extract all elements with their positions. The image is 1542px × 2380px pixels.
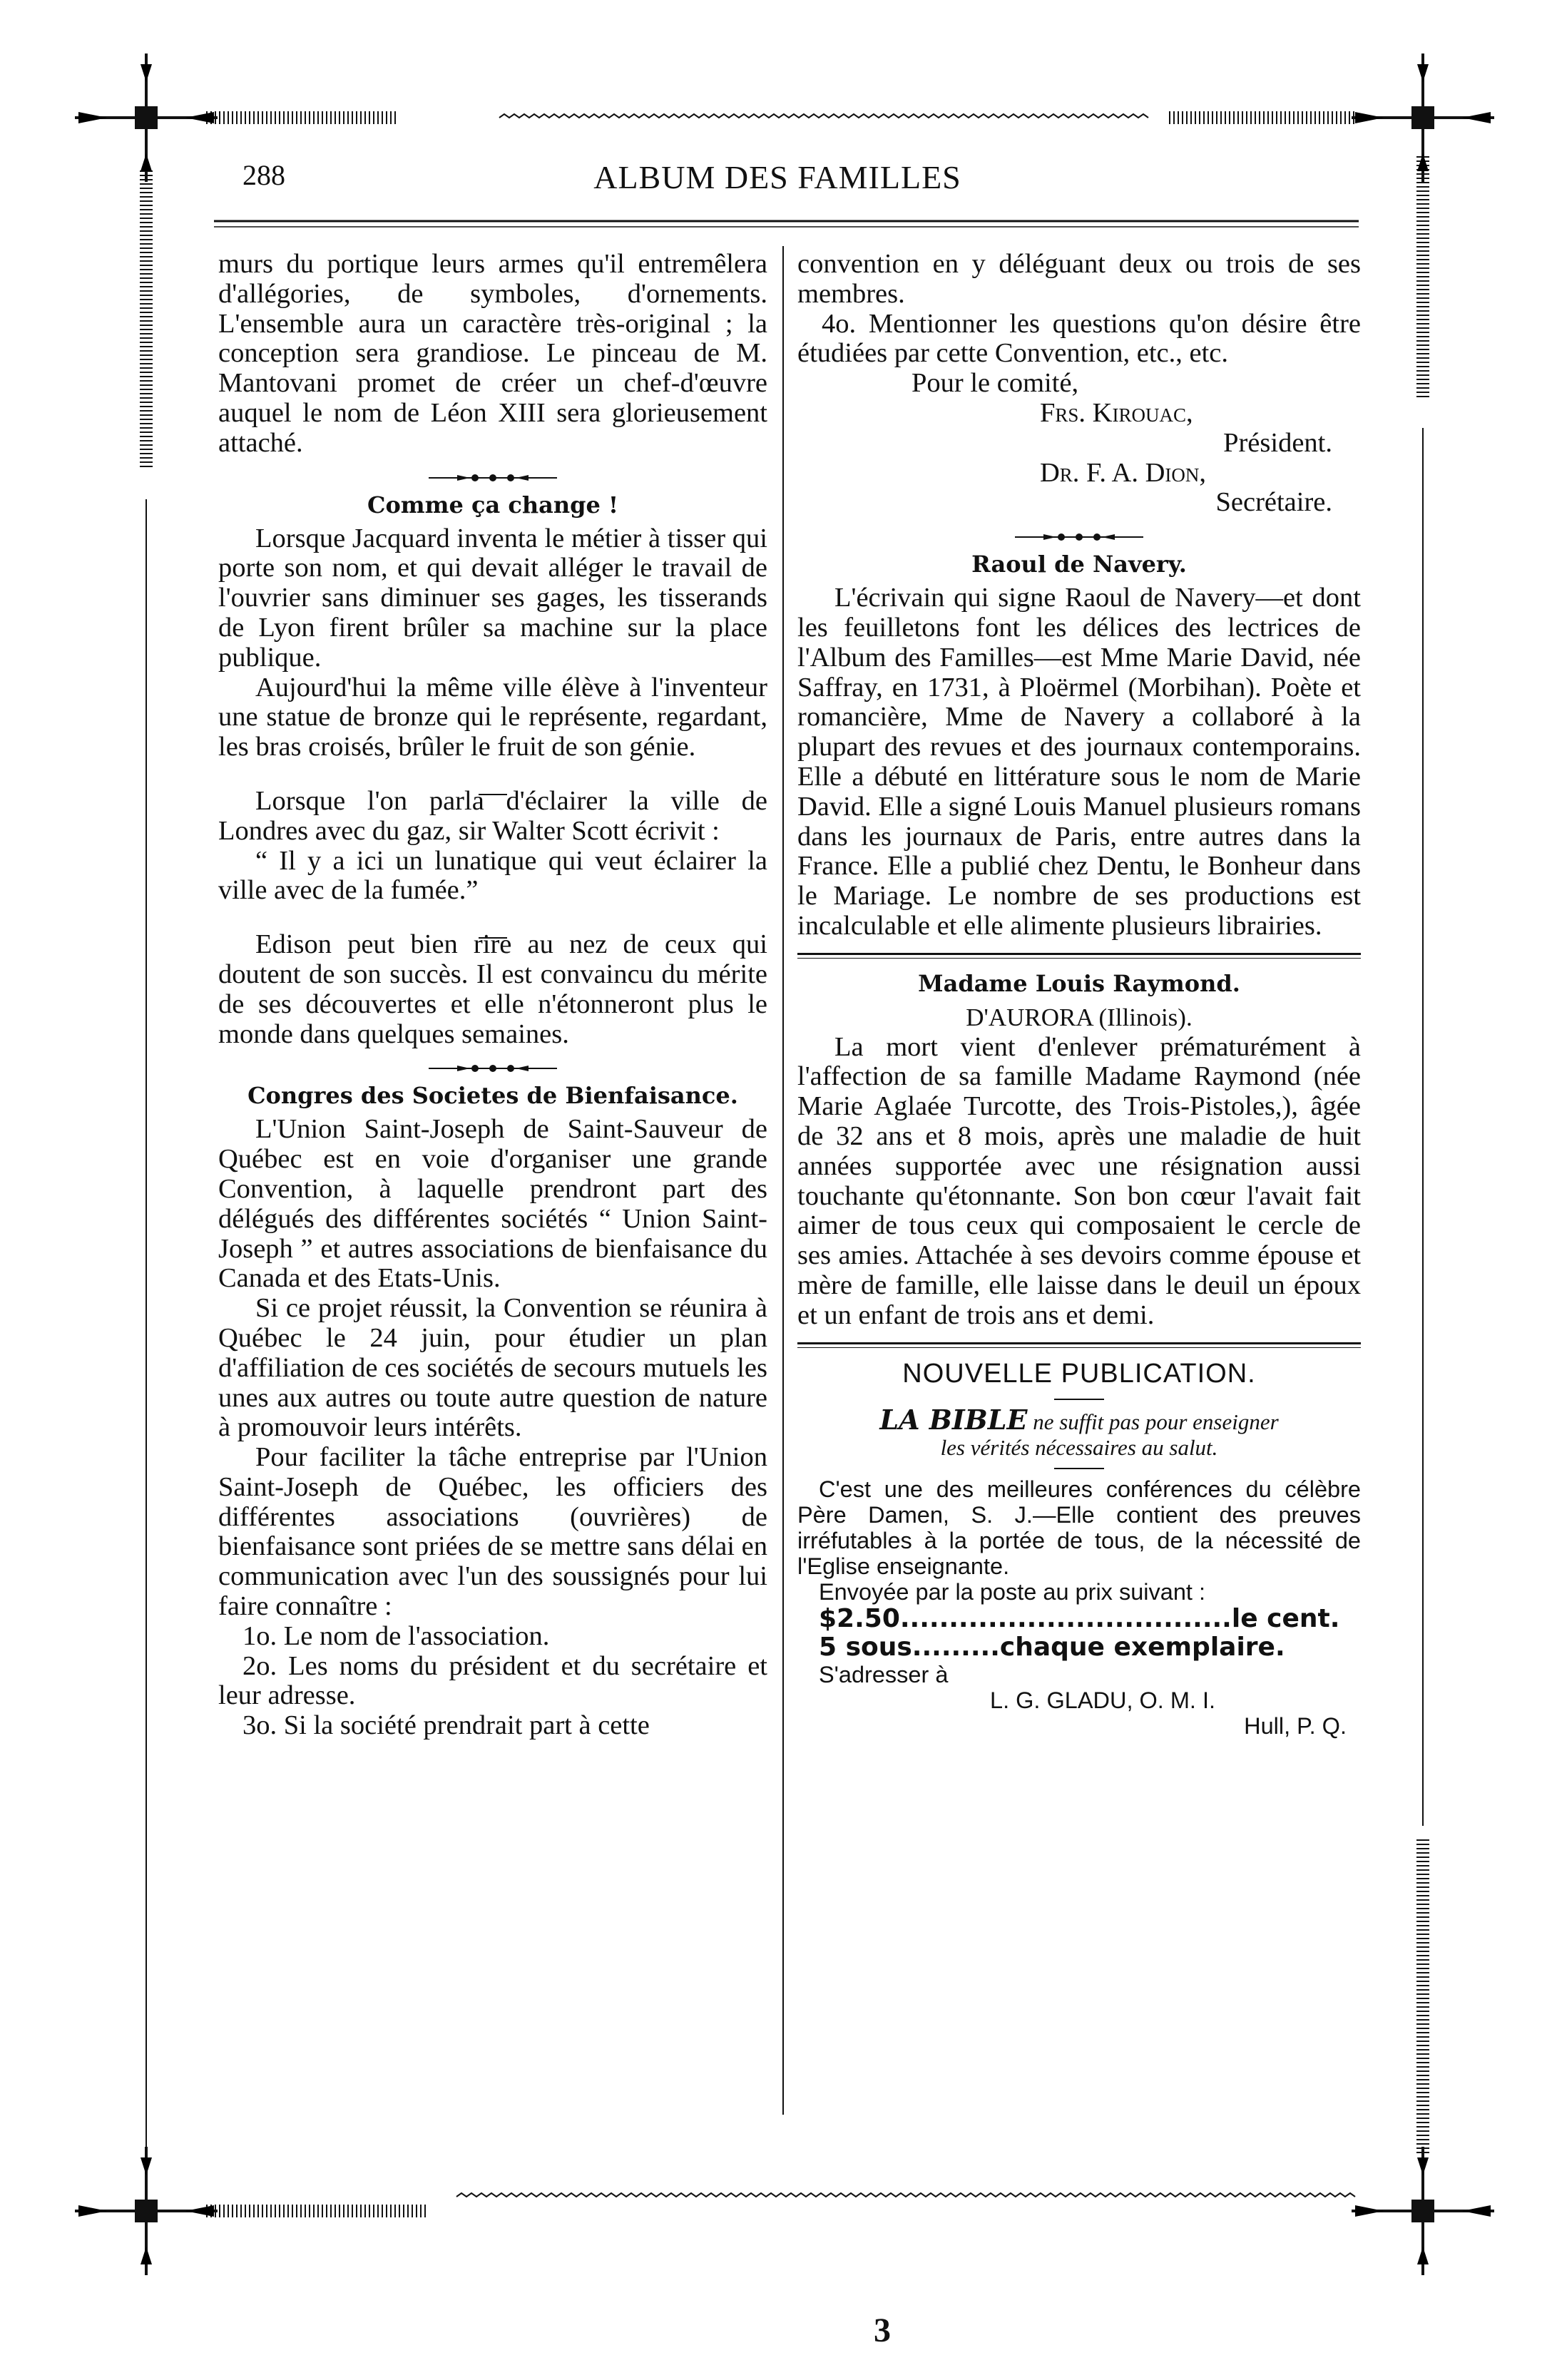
londres-paragraph: Lorsque l'on parla d'éclairer la ville de Londres avec du gaz, sir Walter Scott écrivit : bbox=[218, 785, 767, 846]
signature-name: Dr. F. A. Dion, bbox=[1040, 457, 1206, 488]
fleuron-dot bbox=[507, 474, 514, 481]
fleuron-point bbox=[457, 475, 470, 481]
price-line: $2.50..................................le cent. bbox=[819, 1604, 1340, 1634]
corner-ornament bbox=[1417, 153, 1429, 171]
fleuron-dot bbox=[1058, 533, 1065, 541]
corner-ornament bbox=[185, 2205, 214, 2217]
left-column bbox=[218, 250, 767, 1741]
fleuron-dot bbox=[507, 1065, 514, 1072]
raymond-subheading: D'AURORA (Illinois). bbox=[966, 1003, 1193, 1031]
congres-paragraph: Pour faciliter la tâche entreprise par l'Union Saint-Joseph de Québec, les officiers des différentes associations (ouvrières) de bienfaisance sont priées de se mettre sans délai en communication avec l'un des soussignés pour lui faire connaître : bbox=[218, 1442, 767, 1622]
corner-ornament bbox=[1462, 112, 1491, 123]
fleuron-point bbox=[516, 1066, 529, 1071]
ad-place: Hull, P. Q. bbox=[1244, 1713, 1347, 1740]
raoul-heading: Raoul de Navery. bbox=[971, 551, 1187, 578]
fleuron-point bbox=[457, 1066, 470, 1071]
fleuron-dot bbox=[471, 474, 479, 481]
corner-ornament bbox=[1355, 112, 1384, 123]
corner-ornament bbox=[141, 153, 152, 171]
price-line: 5 sous.........chaque exemplaire. bbox=[819, 1633, 1285, 1663]
corner-ornament bbox=[141, 64, 152, 82]
raymond-paragraph: La mort vient d'enlever prématurément à l'affection de sa famille Madame Raymond (née Marie Aglaée Turcotte, des Trois-Pistoles,), âgée de 32 ans et 8 mois, après une maladie de huit années supportée avec une résignation aussi touchante qu'étonnante. Son bon cœur l'avait fait aimer de tous ceux qui composaient le cercle de ses amies. Attachée à ses devoirs comme épouse et mère de famille, elle laisse dans le deuil un époux et un enfant de trois ans et demi. bbox=[797, 1031, 1361, 1330]
right-column bbox=[797, 250, 1361, 1739]
list-item: 3o. Si la société prendrait part à cette bbox=[242, 1710, 650, 1741]
comme-heading: Comme ça change ! bbox=[367, 491, 619, 519]
advertisement-contact bbox=[797, 1662, 1361, 1739]
bible-line: ne suffit pas pour enseigner bbox=[1033, 1409, 1279, 1435]
nouvelle-publication-title: NOUVELLE PUBLICATION. bbox=[902, 1358, 1256, 1389]
column-separator bbox=[782, 246, 784, 2115]
intro-paragraph: murs du portique leurs armes qu'il entremêlera d'allégories, de symboles, d'ornements. L'ensemble aura un caractère très-original ; la conception sera grandiose. Le pinceau de M. Mantovani promet de créer un chef-d'œuvre auquel le nom de Léon XIII sera glorieusement attaché. bbox=[218, 249, 767, 458]
ad-adresser: S'adresser à bbox=[819, 1662, 949, 1688]
corner-ornament bbox=[1417, 64, 1429, 82]
advertisement bbox=[797, 1476, 1361, 1605]
corner-ornament bbox=[1417, 2157, 1429, 2175]
signature-block bbox=[797, 369, 1361, 518]
section-dash bbox=[218, 916, 767, 926]
signature-name: Frs. Kirouac, bbox=[1040, 397, 1193, 428]
raymond-heading: Madame Louis Raymond. bbox=[918, 969, 1240, 997]
raoul-paragraph: L'écrivain qui signe Raoul de Navery—et dont les feuilletons font les délices des lectrices de l'Album des Familles—est Mme Marie David, née Saffray, en 1731, à Ploërmel (Morbihan). Poète et romancière, Mme de Navery a collaboré à la plupart des revues et des journaux contemporains. Elle a débuté en littérature sous le nom de Marie David. Elle a signé Louis Manuel plusieurs romans dans les journaux de Paris, entre autres dans la France. Elle a publié chez Dentu, le Bonheur dans le Mariage. Le nombre de ses productions est incalculable et elle alimente plusieurs librairies. bbox=[797, 583, 1361, 941]
double-rule bbox=[797, 1342, 1361, 1348]
congres-paragraph: L'Union Saint-Joseph de Saint-Sauveur de Québec est en voie d'organiser une grande Convention, à laquelle prendront part des délégués des différentes sociétés “ Union Saint-Joseph ” et autres associations de bienfaisance du Canada et des Etats-Unis. bbox=[218, 1114, 767, 1294]
ad-envoyee: Envoyée par la poste au prix suivant : bbox=[819, 1579, 1205, 1605]
fleuron-ornament bbox=[414, 1063, 571, 1073]
fleuron-ornament bbox=[1001, 532, 1158, 542]
continuation-paragraph: convention en y déléguant deux ou trois de ses membres. bbox=[797, 249, 1361, 309]
short-rule bbox=[1054, 1468, 1104, 1469]
fleuron-point bbox=[516, 475, 529, 481]
comme-paragraph: Aujourd'hui la même ville élève à l'inventeur une statue de bronze qui le représente, regardant, les bras croisés, brûler le fruit de son génie. bbox=[218, 672, 767, 762]
fleuron-point bbox=[1102, 534, 1115, 540]
bible-title: LA BIBLE bbox=[879, 1404, 1028, 1436]
corner-ornament bbox=[141, 2157, 152, 2175]
list-item: 2o. Les noms du président et du secrétaire et leur adresse. bbox=[218, 1650, 767, 1711]
congres-heading: Congres des Societes de Bienfaisance. bbox=[247, 1082, 738, 1110]
fleuron-dot bbox=[1076, 533, 1083, 541]
corner-ornament bbox=[1355, 2205, 1384, 2217]
list-item: 4o. Mentionner les questions qu'on désire être étudiées par cette Convention, etc., etc. bbox=[797, 308, 1361, 369]
corner-ornament bbox=[78, 112, 107, 123]
fleuron-dot bbox=[1093, 533, 1101, 541]
corner-ornament bbox=[1417, 2247, 1429, 2264]
double-rule bbox=[797, 953, 1361, 959]
londres-quote: “ Il y a ici un lunatique qui veut éclairer la ville avec de la fumée.” bbox=[218, 845, 767, 906]
fleuron-point bbox=[1043, 534, 1056, 540]
short-rule bbox=[1054, 1399, 1104, 1400]
signature-title: Président. bbox=[1223, 427, 1332, 458]
fleuron-dot bbox=[489, 474, 496, 481]
border-wave bbox=[499, 114, 1148, 118]
corner-ornament bbox=[185, 112, 214, 123]
bible-line: les vérités nécessaires au salut. bbox=[940, 1435, 1218, 1461]
fleuron-ornament bbox=[414, 473, 571, 483]
signature-title: Secrétaire. bbox=[1215, 487, 1332, 518]
page-header bbox=[214, 158, 1341, 201]
list-item: 1o. Le nom de l'association. bbox=[242, 1620, 550, 1651]
fleuron-dot bbox=[489, 1065, 496, 1072]
section-dash bbox=[218, 772, 767, 782]
fleuron-dot bbox=[471, 1065, 479, 1072]
signature-pour: Pour le comité, bbox=[912, 368, 1079, 399]
ad-paragraph: C'est une des meilleures conférences du célèbre Père Damen, S. J.—Elle contient des preuves irréfutables à la portée de tous, de la nécessité de l'Eglise enseignante. bbox=[797, 1476, 1361, 1580]
corner-ornament bbox=[1462, 2205, 1491, 2217]
corner-ornament bbox=[141, 2247, 152, 2264]
page-number: 288 bbox=[242, 159, 285, 191]
running-title: ALBUM DES FAMILLES bbox=[593, 159, 961, 195]
border-wave bbox=[456, 2193, 1355, 2197]
congres-paragraph: Si ce projet réussit, la Convention se réunira à Québec le 24 juin, pour étudier un plan d'affiliation de ces sociétés de secours mutuels les unes aux autres ou toute autre question de nature à promouvoir leurs intérêts. bbox=[218, 1293, 767, 1443]
bible-title-block bbox=[797, 1404, 1361, 1461]
edison-paragraph: Edison peut bien rire au nez de ceux qui doutent de son succès. Il est convaincu du mérite de ses découvertes et elle n'étonneront plus le monde dans quelques semaines. bbox=[218, 929, 767, 1049]
ad-name: L. G. GLADU, O. M. I. bbox=[990, 1687, 1216, 1714]
comme-paragraph: Lorsque Jacquard inventa le métier à tisser qui porte son nom, et qui devait alléger le travail de l'ouvrier sans diminuer ses gages, les tisserands de Lyon firent brûler sa machine sur la place publique. bbox=[218, 523, 767, 673]
corner-ornament bbox=[78, 2205, 107, 2217]
signature-mark: 3 bbox=[874, 2312, 891, 2349]
